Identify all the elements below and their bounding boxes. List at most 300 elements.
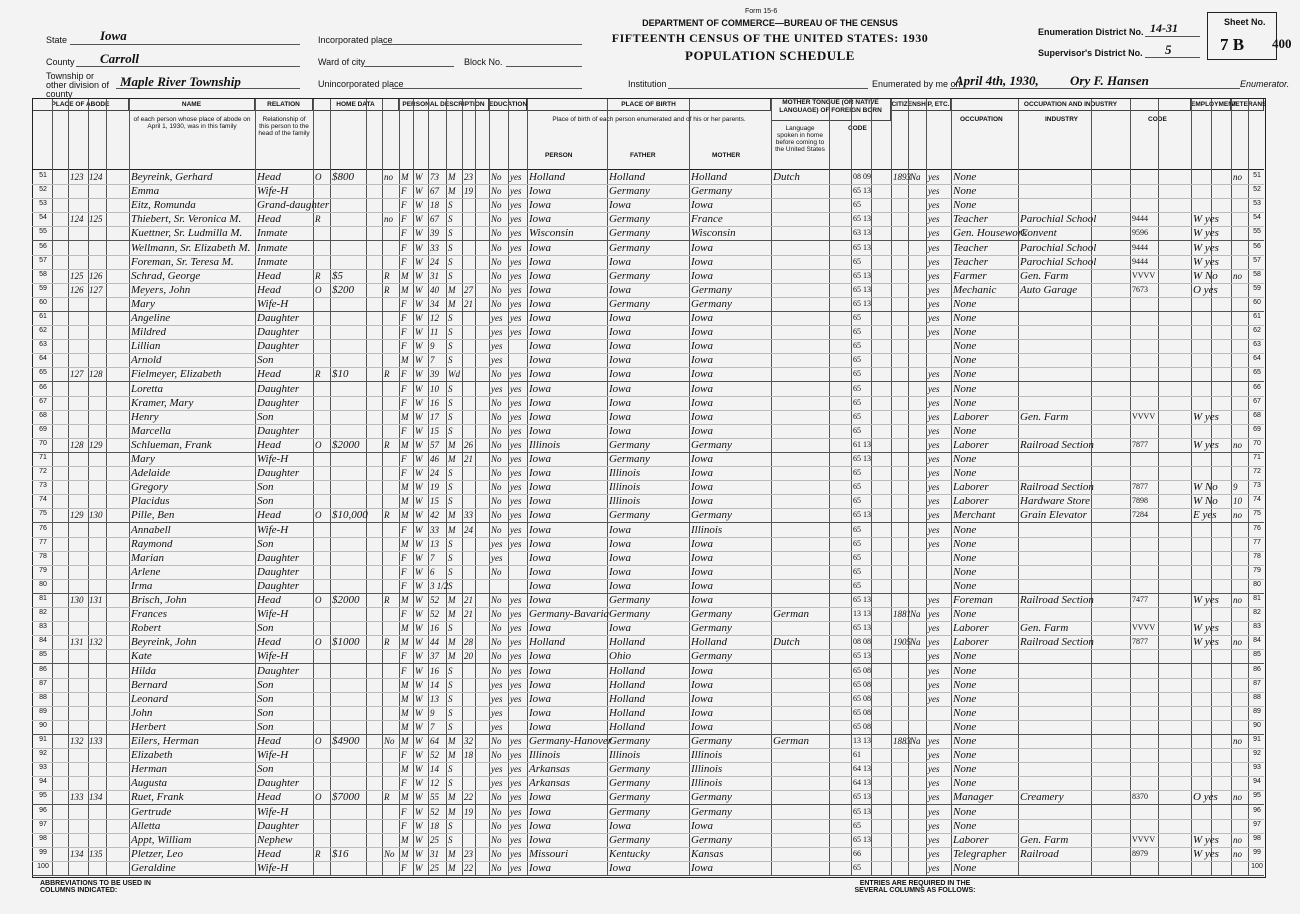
age-at-marriage — [464, 537, 475, 551]
birthplace-father: Holland — [609, 636, 646, 649]
dwelling-number — [70, 805, 88, 819]
family-number: 132 — [89, 637, 103, 648]
sex: F — [401, 806, 407, 817]
line-number-right: 67 — [1253, 397, 1261, 405]
veteran — [1233, 297, 1248, 311]
sex: M — [401, 623, 409, 634]
school-attendance: yes — [491, 355, 503, 366]
age: 52 — [430, 609, 439, 620]
mother-tongue: German — [773, 735, 810, 747]
family-number — [89, 551, 107, 565]
age-at-marriage: 23 — [464, 848, 473, 859]
naturalization — [910, 790, 926, 804]
person-name: Beyreink, Gerhard — [131, 171, 213, 183]
marital-status: S — [448, 214, 453, 225]
naturalization — [910, 494, 926, 508]
employment: W No — [1193, 269, 1218, 282]
school-attendance: No — [491, 848, 502, 859]
age: 15 — [430, 425, 439, 436]
employment — [1193, 861, 1229, 875]
veteran: no — [1233, 595, 1242, 605]
age-at-marriage: 19 — [464, 186, 473, 197]
employment — [1193, 748, 1229, 762]
occupation-code — [1132, 861, 1158, 875]
immigration-year — [893, 424, 908, 438]
employment — [1193, 692, 1229, 706]
home-tenure: O — [315, 595, 322, 605]
home-value — [332, 861, 366, 875]
institution-label: Institution — [628, 79, 667, 89]
radio-set — [384, 678, 399, 692]
speaks-english: yes — [928, 510, 940, 521]
table-row — [32, 635, 1264, 650]
radio-set — [384, 523, 399, 537]
line-number-right: 69 — [1253, 425, 1261, 433]
dwelling-number: 133 — [70, 792, 84, 803]
dwelling-number — [70, 720, 88, 734]
immigration-year — [893, 720, 908, 734]
veteran: no — [1233, 736, 1242, 746]
line-number: 53 — [39, 200, 47, 208]
dwelling-number — [70, 649, 88, 663]
veteran — [1233, 579, 1248, 593]
birthplace-person: Illinois — [529, 438, 561, 451]
industry: Gen. Farm — [1020, 833, 1069, 846]
age-at-marriage — [464, 720, 475, 734]
line-number: 55 — [39, 228, 47, 236]
speaks-english: yes — [928, 651, 940, 662]
veteran — [1233, 325, 1248, 339]
age-at-marriage — [464, 706, 475, 720]
occupation-code: 9596 — [1132, 228, 1148, 238]
veteran: no — [1233, 792, 1242, 803]
occupation: None — [953, 537, 977, 550]
home-tenure — [315, 861, 329, 875]
birthplace-person: Germany-Hanover — [529, 735, 613, 747]
speaks-english: yes — [928, 693, 940, 704]
dwelling-number — [70, 226, 88, 240]
sex: F — [401, 651, 407, 662]
home-value: $2000 — [332, 438, 360, 451]
employment: W yes — [1193, 847, 1219, 860]
naturalization — [910, 367, 926, 381]
veteran — [1233, 226, 1248, 240]
veteran — [1233, 382, 1248, 396]
radio-set — [384, 226, 399, 240]
line-number: 52 — [39, 186, 47, 194]
incorporated-line — [382, 44, 582, 45]
home-tenure — [315, 382, 329, 396]
naturalization: Na — [910, 172, 921, 182]
race: W — [415, 792, 423, 803]
birthplace-father: Iowa — [609, 410, 631, 423]
age-at-marriage — [464, 410, 475, 424]
family-number — [89, 861, 107, 875]
industry — [1020, 367, 1091, 381]
industry — [1020, 311, 1091, 325]
sex: F — [401, 313, 407, 323]
line-number: 69 — [39, 425, 47, 433]
can-read: yes — [510, 496, 522, 507]
dwelling-number — [70, 297, 88, 311]
school-attendance: No — [491, 566, 502, 577]
mother-tongue — [773, 466, 829, 480]
speaks-english: yes — [928, 834, 940, 845]
family-number: 128 — [89, 369, 103, 380]
industry — [1020, 734, 1091, 748]
school-attendance: No — [491, 750, 502, 761]
radio-set: R — [384, 439, 390, 450]
marital-status: S — [448, 707, 453, 718]
home-value — [332, 184, 366, 198]
school-attendance: No — [491, 862, 502, 873]
can-read: yes — [510, 510, 522, 521]
immigration-year: 1883 — [893, 736, 911, 746]
home-value: $1000 — [332, 636, 360, 649]
birthplace-person: Arkansas — [529, 777, 570, 790]
birth-code: 65 — [853, 397, 861, 407]
family-number — [89, 241, 107, 255]
mother-tongue — [773, 833, 829, 847]
occupation-code: 7877 — [1132, 482, 1148, 492]
industry — [1020, 297, 1091, 311]
age: 31 — [430, 270, 439, 281]
enumerated-label: Enumerated by me on — [872, 79, 961, 89]
home-tenure — [315, 551, 329, 565]
dwelling-number: 124 — [70, 214, 84, 225]
occupation: None — [953, 692, 977, 705]
family-number: 131 — [89, 595, 103, 605]
industry — [1020, 649, 1091, 663]
race: W — [415, 736, 423, 746]
mother-tongue — [773, 537, 829, 551]
sex: F — [401, 214, 407, 225]
age-at-marriage — [464, 367, 475, 381]
line-number-right: 89 — [1253, 707, 1261, 715]
industry — [1020, 466, 1091, 480]
can-read: yes — [510, 750, 522, 761]
occupation-code — [1132, 452, 1158, 466]
birthplace-person: Iowa — [529, 213, 551, 226]
home-tenure — [315, 339, 329, 353]
line-number-right: 92 — [1253, 750, 1261, 758]
can-read — [510, 565, 527, 579]
birthplace-father: Iowa — [609, 537, 631, 550]
birthplace-father: Iowa — [609, 326, 631, 339]
birth-code: 65 08 — [853, 679, 871, 689]
enumeration-date: April 4th, 1930, — [955, 73, 1039, 88]
naturalization — [910, 748, 926, 762]
speaks-english — [928, 579, 951, 593]
home-tenure — [315, 480, 329, 494]
can-read: yes — [510, 298, 522, 309]
industry — [1020, 396, 1091, 410]
age-at-marriage: 21 — [464, 609, 473, 620]
age: 17 — [430, 411, 439, 422]
naturalization — [910, 523, 926, 537]
immigration-year — [893, 311, 908, 325]
veteran — [1233, 678, 1248, 692]
employment — [1193, 762, 1229, 776]
home-value — [332, 678, 366, 692]
sex: F — [401, 369, 407, 380]
family-number: 130 — [89, 510, 103, 521]
group-mother-tongue: MOTHER TONGUE (OR NATIVE LANGUAGE) OF FOREIGN BORN — [771, 99, 891, 121]
age: 9 — [430, 341, 435, 352]
marital-status: M — [448, 454, 456, 464]
mother-tongue — [773, 212, 829, 226]
school-attendance — [491, 579, 508, 593]
table-row — [32, 523, 1264, 538]
table-row — [32, 212, 1264, 227]
line-number-right: 52 — [1253, 186, 1261, 194]
age-at-marriage: 21 — [464, 454, 473, 464]
home-tenure — [315, 424, 329, 438]
birth-code: 65 — [853, 552, 861, 562]
mother-tongue — [773, 396, 829, 410]
immigration-year — [893, 466, 908, 480]
mother-tongue — [773, 339, 829, 353]
relation: Daughter — [257, 664, 300, 677]
birthplace-mother: Iowa — [691, 340, 713, 353]
radio-set — [384, 297, 399, 311]
immigration-year — [893, 269, 908, 283]
age-at-marriage — [464, 311, 475, 325]
birth-code: 65 — [853, 566, 861, 576]
home-tenure — [315, 184, 329, 198]
birthplace-father: Iowa — [609, 523, 631, 536]
line-number: 82 — [39, 609, 47, 617]
school-attendance: yes — [491, 552, 503, 563]
radio-set — [384, 537, 399, 551]
home-tenure — [315, 819, 329, 833]
employment — [1193, 297, 1229, 311]
birthplace-father: Germany — [609, 791, 650, 804]
home-tenure — [315, 762, 329, 776]
birth-mother-head: MOTHER — [712, 152, 741, 159]
line-number-right: 74 — [1253, 496, 1261, 504]
birthplace-mother: Illinois — [691, 749, 723, 762]
naturalization — [910, 311, 926, 325]
race: W — [415, 707, 423, 718]
dwelling-number — [70, 664, 88, 678]
person-name: Leonard — [131, 692, 168, 705]
relation: Head — [257, 636, 281, 649]
speaks-english: yes — [928, 186, 940, 197]
marital-status: M — [448, 172, 456, 182]
veteran — [1233, 523, 1248, 537]
immigration-year — [893, 283, 908, 297]
mother-tongue — [773, 847, 829, 861]
can-read: yes — [510, 200, 522, 211]
occupation-code — [1132, 692, 1158, 706]
occupation: None — [953, 467, 977, 480]
occupation-code — [1132, 776, 1158, 790]
immigration-year — [893, 861, 908, 875]
sex: F — [401, 820, 407, 831]
sex: F — [401, 580, 407, 591]
birth-code: 65 — [853, 369, 861, 379]
mother-tongue — [773, 579, 829, 593]
birthplace-person: Iowa — [529, 509, 551, 522]
table-row — [32, 593, 1264, 608]
family-number — [89, 226, 107, 240]
naturalization — [910, 579, 926, 593]
line-number: 54 — [39, 214, 47, 222]
occupation-code — [1132, 353, 1158, 367]
age: 67 — [430, 186, 439, 197]
table-row — [32, 819, 1264, 834]
sheet-label: Sheet No. — [1224, 17, 1266, 27]
school-attendance: No — [491, 792, 502, 803]
birthplace-father: Germany — [609, 594, 650, 606]
employment — [1193, 452, 1229, 466]
occupation-code — [1132, 734, 1158, 748]
sex: M — [401, 834, 409, 845]
home-tenure — [315, 649, 329, 663]
employment — [1193, 396, 1229, 410]
birthplace-father: Iowa — [609, 255, 631, 268]
table-row — [32, 776, 1264, 791]
age: 24 — [430, 256, 439, 267]
sex: F — [401, 552, 407, 563]
marital-status: M — [448, 439, 456, 450]
age: 10 — [430, 383, 439, 394]
immigration-year — [893, 565, 908, 579]
township-value: Maple River Township — [120, 74, 241, 89]
family-number — [89, 805, 107, 819]
industry — [1020, 776, 1091, 790]
sex: F — [401, 862, 407, 873]
birthplace-father: Illinois — [609, 481, 641, 494]
line-number: 51 — [39, 172, 47, 179]
can-read: yes — [510, 693, 522, 704]
occupation-code — [1132, 297, 1158, 311]
occupation-code — [1132, 198, 1158, 212]
veteran — [1233, 607, 1248, 621]
can-read: yes — [510, 411, 522, 422]
home-tenure — [315, 805, 329, 819]
age: 42 — [430, 510, 439, 521]
naturalization — [910, 466, 926, 480]
industry: Creamery — [1020, 791, 1064, 804]
can-read: yes — [510, 172, 522, 182]
race: W — [415, 256, 423, 267]
occupation: None — [953, 382, 977, 395]
family-number — [89, 692, 107, 706]
home-tenure: O — [315, 510, 322, 521]
radio-set — [384, 198, 399, 212]
occupation: None — [953, 720, 977, 733]
speaks-english: yes — [928, 792, 940, 803]
birth-code: 65 — [853, 820, 861, 830]
race: W — [415, 609, 423, 620]
school-attendance: No — [491, 369, 502, 380]
line-number: 92 — [39, 750, 47, 758]
line-number-right: 84 — [1253, 637, 1261, 645]
line-number-right: 66 — [1253, 383, 1261, 391]
speaks-english: yes — [928, 848, 940, 859]
race: W — [415, 454, 423, 464]
immigration-year — [893, 325, 908, 339]
table-row — [32, 424, 1264, 439]
marital-status: S — [448, 256, 453, 267]
line-number-right: 77 — [1253, 538, 1261, 546]
race: W — [415, 623, 423, 634]
immigration-year — [893, 649, 908, 663]
birth-code: 13 13 — [853, 736, 871, 745]
family-number — [89, 396, 107, 410]
can-read: yes — [510, 595, 522, 605]
home-tenure: R — [315, 214, 321, 225]
sex: M — [401, 848, 409, 859]
immigration-year — [893, 452, 908, 466]
can-read: yes — [510, 679, 522, 690]
naturalization — [910, 226, 926, 240]
line-number: 70 — [39, 439, 47, 447]
race: W — [415, 200, 423, 211]
enumerator-label: Enumerator. — [1240, 79, 1290, 89]
occupation-code: 7477 — [1132, 595, 1148, 604]
relation: Son — [257, 537, 274, 550]
can-read: yes — [510, 397, 522, 408]
industry — [1020, 551, 1091, 565]
table-row — [32, 466, 1264, 481]
industry — [1020, 762, 1091, 776]
home-value — [332, 819, 366, 833]
age: 31 — [430, 848, 439, 859]
line-number: 85 — [39, 651, 47, 659]
industry — [1020, 537, 1091, 551]
employment — [1193, 579, 1229, 593]
group-education: EDUCATION — [489, 99, 527, 111]
line-number-right: 93 — [1253, 764, 1261, 772]
relation: Wife-H — [257, 297, 289, 310]
birthplace-father: Germany — [609, 453, 650, 465]
home-value — [332, 523, 366, 537]
table-row — [32, 551, 1264, 566]
industry: Parochial School — [1020, 213, 1097, 226]
line-number-right: 62 — [1253, 327, 1261, 335]
line-number-right: 82 — [1253, 609, 1261, 617]
birthplace-father: Iowa — [609, 340, 631, 353]
line-number: 89 — [39, 707, 47, 715]
sex: F — [401, 228, 407, 239]
speaks-english — [928, 339, 951, 353]
age-at-marriage: 26 — [464, 439, 473, 450]
can-read: yes — [510, 820, 522, 831]
home-value: $2000 — [332, 594, 360, 606]
dwelling-number — [70, 241, 88, 255]
birthplace-father: Holland — [609, 720, 646, 733]
speaks-english: yes — [928, 313, 940, 323]
immigration-year — [893, 494, 908, 508]
sheet-number-box — [1207, 12, 1277, 60]
home-value: $10 — [332, 368, 349, 381]
race: W — [415, 778, 423, 789]
dwelling-number — [70, 466, 88, 480]
age-at-marriage — [464, 833, 475, 847]
dwelling-number — [70, 579, 88, 593]
marital-status: S — [448, 580, 453, 591]
occupation: Manager — [953, 791, 994, 804]
line-number: 100 — [37, 862, 49, 870]
industry: Parochial School — [1020, 255, 1097, 268]
birth-code: 65 — [853, 468, 861, 478]
birthplace-father: Iowa — [609, 861, 631, 874]
naturalization — [910, 198, 926, 212]
birthplace-person: Iowa — [529, 340, 551, 353]
